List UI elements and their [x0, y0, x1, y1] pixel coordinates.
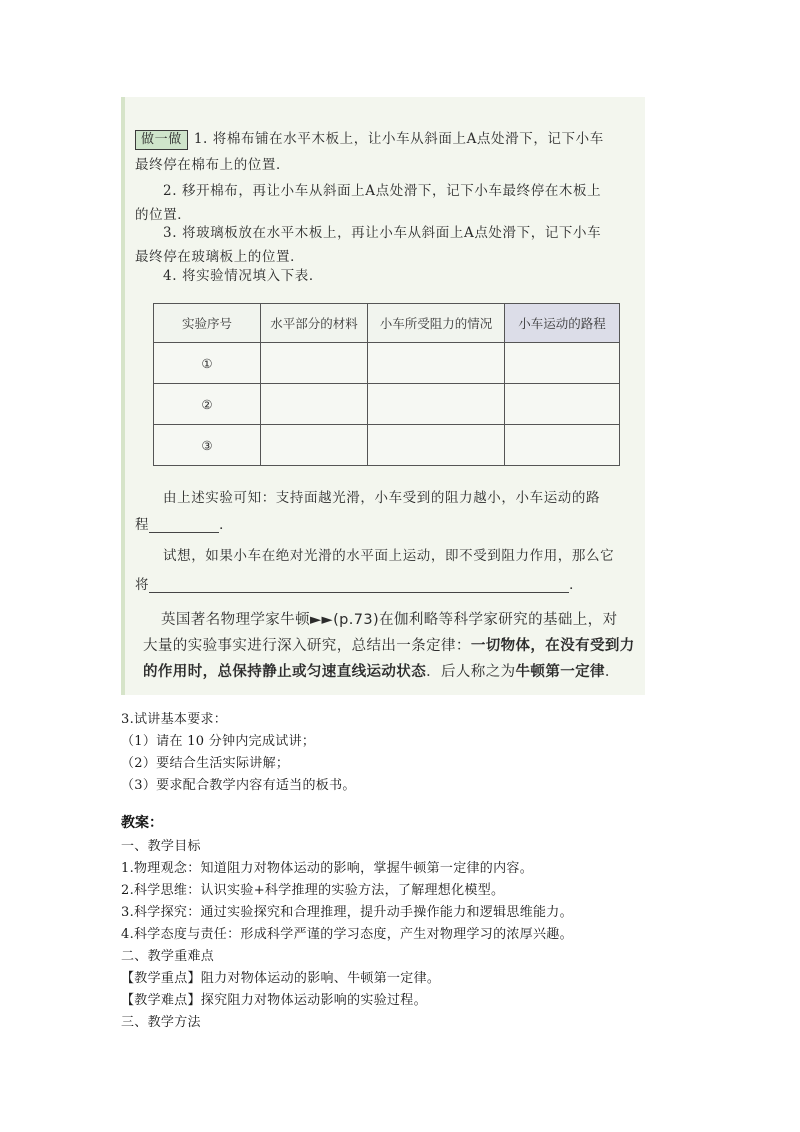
- goal-item: 4.科学态度与责任：形成科学严谨的学习态度，产生对物理学习的浓厚兴趣。: [121, 927, 573, 942]
- header-distance: 小车运动的路程: [505, 304, 620, 343]
- goal-item: 3.科学探究：通过实验探究和合理推理，提升动手操作能力和逻辑思维能力。: [121, 905, 573, 920]
- section-title: 二、教学重难点: [121, 949, 215, 964]
- conclusion-line-b: 程 ．: [135, 517, 234, 533]
- requirements-title: 3.试讲基本要求：: [121, 712, 228, 727]
- page-edge-strip: [121, 97, 125, 695]
- row-number: ②: [154, 384, 261, 425]
- fill-in-blank: [149, 532, 219, 533]
- header-resistance: 小车所受阻力的情况: [368, 304, 505, 343]
- difficult-point: 【教学难点】探究阻力对物体运动影响的实验过程。: [121, 993, 427, 1008]
- experiment-table: [153, 303, 620, 466]
- thought-line-b: 将 ．: [135, 577, 584, 593]
- section-title: 三、教学方法: [121, 1015, 201, 1030]
- row-number: ①: [154, 343, 261, 384]
- table-header-row: [154, 304, 620, 343]
- conclusion-line-a: 由上述实验可知：支持面越光滑，小车受到的阻力越小，小车运动的路: [163, 490, 601, 506]
- fill-in-blank: [149, 592, 569, 593]
- goal-item: 2.科学思维：认识实验+科学推理的实验方法，了解理想化模型。: [121, 883, 505, 898]
- table-row: [154, 343, 620, 384]
- step-2-line-b: 的位置．: [135, 207, 192, 223]
- requirement-item: （3）要求配合教学内容有适当的板书。: [121, 778, 356, 793]
- header-material: 水平部分的材料: [261, 304, 368, 343]
- thought-line-a: 试想，如果小车在绝对光滑的水平面上运动，即不受到阻力作用，那么它: [163, 548, 615, 564]
- requirement-item: （2）要结合生活实际讲解；: [121, 756, 290, 771]
- goal-item: 1.物理观念：知道阻力对物体运动的影响，掌握牛顿第一定律的内容。: [121, 861, 534, 876]
- step-2-line-a: 2. 移开棉布，再让小车从斜面上A点处滑下，记下小车最终停在木板上: [163, 183, 602, 199]
- requirement-item: （1）请在 10 分钟内完成试讲；: [121, 734, 316, 749]
- step-1-line-b: 最终停在棉布上的位置．: [135, 157, 291, 173]
- table-row: [154, 384, 620, 425]
- textbook-excerpt-image: [121, 97, 645, 695]
- step-3-line-a: 3. 将玻璃板放在水平木板上，再让小车从斜面上A点处滑下，记下小车: [163, 225, 602, 241]
- row-number: ③: [154, 425, 261, 466]
- lesson-plan-heading: 教案：: [121, 815, 163, 831]
- newton-law-paragraph: 英国著名物理学家牛顿►►(p.73)在伽利略等科学家研究的基础上，对 大量的实验事实进行深入研究，总结出一条定律：一切物体，在没有受到力 的作用时，总保持静止或匀速直线运动状态．后人称之为牛顿第一定律．: [143, 612, 635, 680]
- section-title: 一、教学目标: [121, 839, 201, 854]
- do-it-badge: 做一做: [135, 130, 188, 150]
- header-trial-no: 实验序号: [154, 304, 261, 343]
- step-4-line: 4. 将实验情况填入下表．: [163, 268, 323, 284]
- key-point: 【教学重点】阻力对物体运动的影响、牛顿第一定律。: [121, 971, 441, 986]
- step-1-line-a: 做一做 1. 将棉布铺在水平木板上，让小车从斜面上A点处滑下，记下小车: [135, 127, 604, 150]
- table-row: [154, 425, 620, 466]
- step-3-line-b: 最终停在玻璃板上的位置．: [135, 249, 305, 265]
